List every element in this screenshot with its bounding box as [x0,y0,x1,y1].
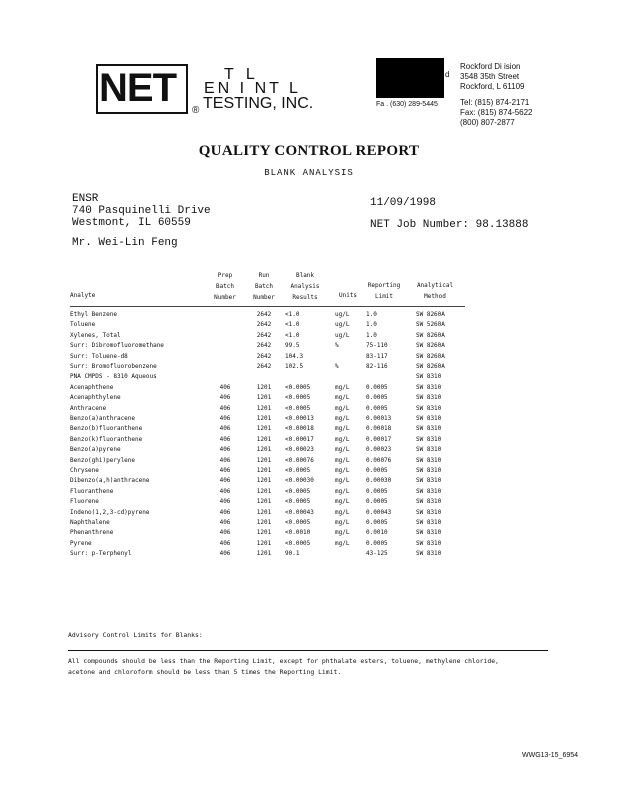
cell-method: SW 8310 [416,487,442,495]
cell-limit: 0.00017 [366,435,392,443]
cell-analyte: Benzo(a)anthracene [70,415,136,422]
cell-limit: 75-110 [366,342,388,350]
table-row [70,487,542,497]
cell-units: mg/L [335,456,350,464]
cell-blank: <0.0010 [285,529,311,537]
cell-analyte: Surr: p-Terphenyl [70,550,132,558]
cell-run: 1201 [256,487,272,495]
cell-prep: 406 [219,383,231,391]
cell-units: mg/L [335,394,350,402]
cell-method: SW 8260A [416,311,445,318]
cell-run: 1201 [256,529,272,537]
cell-prep: 406 [219,435,231,443]
cell-limit: 0.0010 [366,529,388,537]
division-city: Rockford, L 61109 [460,82,525,91]
cell-run: 1201 [256,446,272,454]
cell-run: 1201 [256,519,272,526]
cell-prep: 406 [219,498,231,506]
division-800: (800) 807-2877 [460,118,515,127]
cell-prep: 406 [219,487,231,495]
cell-run: 1201 [256,415,272,422]
division-street: 3548 35th Street [460,72,520,81]
cell-limit: 0.0005 [366,404,388,412]
header-method: Analytical Method [416,282,454,300]
cell-blank: <1.0 [285,331,300,339]
cell-limit: 0.0005 [366,467,388,474]
cell-units: mg/L [335,498,350,506]
cell-blank: <0.00013 [285,415,314,422]
client-contact: Mr. Wei-Lin Feng [72,237,178,249]
division-name: Rockford Di ision [460,62,521,71]
cell-run: 1201 [256,435,272,443]
cell-prep: 406 [219,477,231,485]
table-row [70,497,542,507]
cell-blank: 104.3 [285,352,304,360]
cell-run: 2642 [256,342,272,350]
cell-method: SW 8310 [416,550,442,558]
cell-limit: 0.00018 [366,425,392,433]
report-subtitle: BLANK ANALYSIS [264,168,354,178]
cell-method: SW 8310 [416,404,442,412]
client-street: 740 Pasquinelli Drive [72,205,211,217]
table-row [70,549,542,559]
header-prep: Prep Batch Number [214,272,236,301]
cell-prep: 406 [219,425,231,433]
client-name: ENSR [72,193,99,205]
cell-units: mg/L [335,539,350,547]
cell-units: mg/L [335,477,350,485]
cell-prep: 406 [219,550,231,558]
cell-analyte: Toluene [70,321,96,329]
cell-units: % [335,363,339,370]
cell-method: SW 8310 [416,435,442,443]
brand-line-2: EN I NT L [204,80,301,97]
cell-units: % [335,342,339,350]
cell-blank: <0.0005 [285,383,311,391]
cell-blank: <0.00076 [285,456,314,464]
cell-limit: 0.00013 [366,415,392,422]
cell-units: mg/L [335,415,350,422]
cell-blank: <1.0 [285,311,300,318]
cell-method: SW 8310 [416,477,442,485]
cell-method: SW 8310 [416,508,442,516]
cell-analyte: Anthracene [70,404,107,412]
header-limit: Reporting Limit [367,282,401,300]
cell-blank: 99.5 [285,342,300,350]
cell-analyte: Fluorene [70,498,99,506]
cell-limit: 1.0 [366,321,377,329]
cell-run: 1201 [256,539,272,547]
cell-limit: 0.00023 [366,446,392,454]
header-units: Units [338,292,358,299]
cell-prep: 406 [219,519,231,526]
cell-run: 2642 [256,331,272,339]
cell-method: SW 8260A [416,342,445,350]
cell-analyte: Benzo(a)pyrene [70,446,121,454]
cell-blank: 90.1 [285,550,300,558]
cell-limit: 82-116 [366,363,388,370]
cell-blank: <0.0005 [285,487,311,495]
cell-prep: 406 [219,456,231,464]
cell-blank: <0.00017 [285,435,314,443]
client-block [72,193,211,249]
cell-method: SW 8310 [416,498,442,506]
table-header-rule [70,306,465,307]
cell-units: mg/L [335,529,350,537]
cell-analyte: Benzo(k)fluoranthene [70,435,143,443]
table-row [70,383,542,393]
advisory-note-1: All compounds should be less than the Reporting Limit, except for phthalate esters, toluene, methylene chloride, [68,657,499,665]
cell-method: SW 8310 [416,394,442,402]
cell-analyte: Indeno(1,2,3-cd)pyrene [70,508,150,516]
cell-limit: 43-125 [366,550,388,558]
cell-units: mg/L [335,383,350,391]
table-row [70,456,542,466]
table-row [70,393,542,403]
cell-analyte: Naphthalene [70,519,110,526]
job-label: NET Job Number: [370,219,470,231]
cell-analyte: Acenaphthylene [70,394,121,402]
cell-run: 1201 [256,550,272,558]
cell-prep: 406 [219,467,231,474]
cell-analyte: Fluoranthene [70,487,114,495]
cell-run: 2642 [256,311,272,318]
cell-limit: 0.00043 [366,508,392,516]
cell-units: ug/L [335,331,350,339]
cell-blank: 102.5 [285,363,304,370]
table-row [70,310,542,320]
cell-prep: 406 [219,415,231,422]
cell-units: ug/L [335,321,350,329]
footer-rule [68,650,548,651]
cell-limit: 0.0005 [366,519,388,526]
advisory-heading: Advisory Control Limits for Blanks: [68,631,203,639]
cell-method: SW 8310 [416,529,442,537]
cell-run: 1201 [256,404,272,412]
table-row [70,320,542,330]
header-blank: Blank Analysis Results [290,272,320,301]
table-row [70,414,542,424]
cell-analyte: Benzo(b)fluoranthene [70,425,143,433]
cell-method: SW 8310 [416,415,442,422]
cell-run: 1201 [256,508,272,516]
cell-analyte: Pyrene [70,539,92,547]
cell-analyte: PNA CMPDS - 8310 Aqueous [70,373,157,381]
cell-limit: 1.0 [366,311,377,318]
cell-analyte: Surr: Dibromofluoromethane [70,342,164,350]
cell-run: 2642 [256,321,272,329]
table-row [70,372,542,382]
cell-units: ug/L [335,311,350,318]
cell-limit: 0.0005 [366,539,388,547]
cell-limit: 0.0005 [366,498,388,506]
division-address [460,62,550,128]
cell-blank: <0.00030 [285,477,314,485]
cell-prep: 406 [219,529,231,537]
report-date: 11/09/1998 [370,197,437,209]
cell-method: SW 8310 [416,425,442,433]
cell-prep: 406 [219,394,231,402]
cell-units: mg/L [335,519,350,526]
cell-blank: <0.00018 [285,425,314,433]
table-row [70,518,542,528]
cell-method: SW 8260A [416,331,445,339]
cell-units: mg/L [335,435,350,443]
client-city: Westmont, IL 60559 [72,217,191,229]
cell-limit: 0.0005 [366,487,388,495]
table-row [70,404,542,414]
cell-units: mg/L [335,508,350,516]
cell-analyte: Surr: Bromofluorobenzene [70,363,157,370]
division-fax: Fax: (815) 874-5622 [460,108,533,117]
table-row [70,508,542,518]
table-row [70,539,542,549]
table-row [70,466,542,476]
cell-method: SW 8310 [416,456,442,464]
cell-method: SW 8310 [416,446,442,454]
job-number: 98.13888 [475,219,529,231]
header-analyte: Analyte [70,292,96,299]
company-logo: NET [99,66,176,110]
cell-blank: <0.00043 [285,508,314,516]
cell-method: SW 8260A [416,352,445,360]
redaction-block [376,58,444,98]
cell-limit: 1.0 [366,331,377,339]
header-run: Run Batch Number [253,272,275,301]
partial-fax: Fa . (630) 289-5445 [376,101,438,108]
cell-method: SW 8310 [416,373,442,381]
cell-limit: 0.0005 [366,394,388,402]
brand-line-3: TESTING, INC. [203,95,314,112]
cell-prep: 406 [219,508,231,516]
cell-limit: 0.0005 [366,383,388,391]
cell-units: mg/L [335,425,350,433]
cell-limit: 83-117 [366,352,388,360]
job-number-line [370,219,528,231]
cell-blank: <0.0005 [285,404,311,412]
table-row [70,445,542,455]
advisory-note-2: acetone and chloroform should be less than 5 times the Reporting Limit. [68,668,342,676]
cell-analyte: Xylenes, Total [70,331,121,339]
cell-run: 1201 [256,383,272,391]
cell-run: 2642 [256,363,272,370]
cell-method: SW 5260A [416,321,445,329]
cell-method: SW 8260A [416,363,445,370]
cell-run: 1201 [256,456,272,464]
cell-blank: <0.0005 [285,519,311,526]
cell-run: 2642 [256,352,272,360]
cell-blank: <0.0005 [285,467,311,474]
cell-analyte: Surr: Toluene-d8 [70,352,128,360]
cell-analyte: Ethyl Benzene [70,311,117,318]
cell-prep: 406 [219,539,231,547]
table-row [70,476,542,486]
table-row [70,435,542,445]
cell-blank: <0.0005 [285,539,311,547]
cell-units: mg/L [335,487,350,495]
cell-limit: 0.00076 [366,456,392,464]
cell-run: 1201 [256,425,272,433]
cell-method: SW 8310 [416,383,442,391]
cell-analyte: Benzo(ghi)perylene [70,456,136,464]
registered-mark: ® [192,105,200,116]
partial-contact: d [445,70,450,79]
cell-run: 1201 [256,467,272,474]
cell-units: mg/L [335,446,350,454]
table-row [70,424,542,434]
cell-prep: 406 [219,404,231,412]
table-row [70,362,542,372]
cell-blank: <1.0 [285,321,300,329]
cell-limit: 0.00030 [366,477,392,485]
brand-line-1: T L [224,66,259,83]
document-code: WWG13-15_6954 [522,752,579,759]
cell-method: SW 8310 [416,467,442,474]
cell-run: 1201 [256,394,272,402]
cell-analyte: Dibenzo(a,h)anthracene [70,477,150,485]
cell-units: mg/L [335,404,350,412]
cell-run: 1201 [256,477,272,485]
cell-blank: <0.00023 [285,446,314,454]
table-row [70,352,542,362]
cell-analyte: Acenaphthene [70,383,114,391]
cell-prep: 406 [219,446,231,454]
cell-blank: <0.0005 [285,394,311,402]
table-row [70,341,542,351]
cell-blank: <0.0005 [285,498,311,506]
division-tel: Tel: (815) 874-2171 [460,98,530,107]
report-title: QUALITY CONTROL REPORT [198,143,420,159]
cell-units: mg/L [335,467,350,474]
table-row [70,528,542,538]
cell-method: SW 8310 [416,539,442,547]
cell-method: SW 8310 [416,519,442,526]
cell-analyte: Phenanthrene [70,529,114,537]
cell-run: 1201 [256,498,272,506]
table-row [70,331,542,341]
cell-analyte: Chrysene [70,467,99,474]
